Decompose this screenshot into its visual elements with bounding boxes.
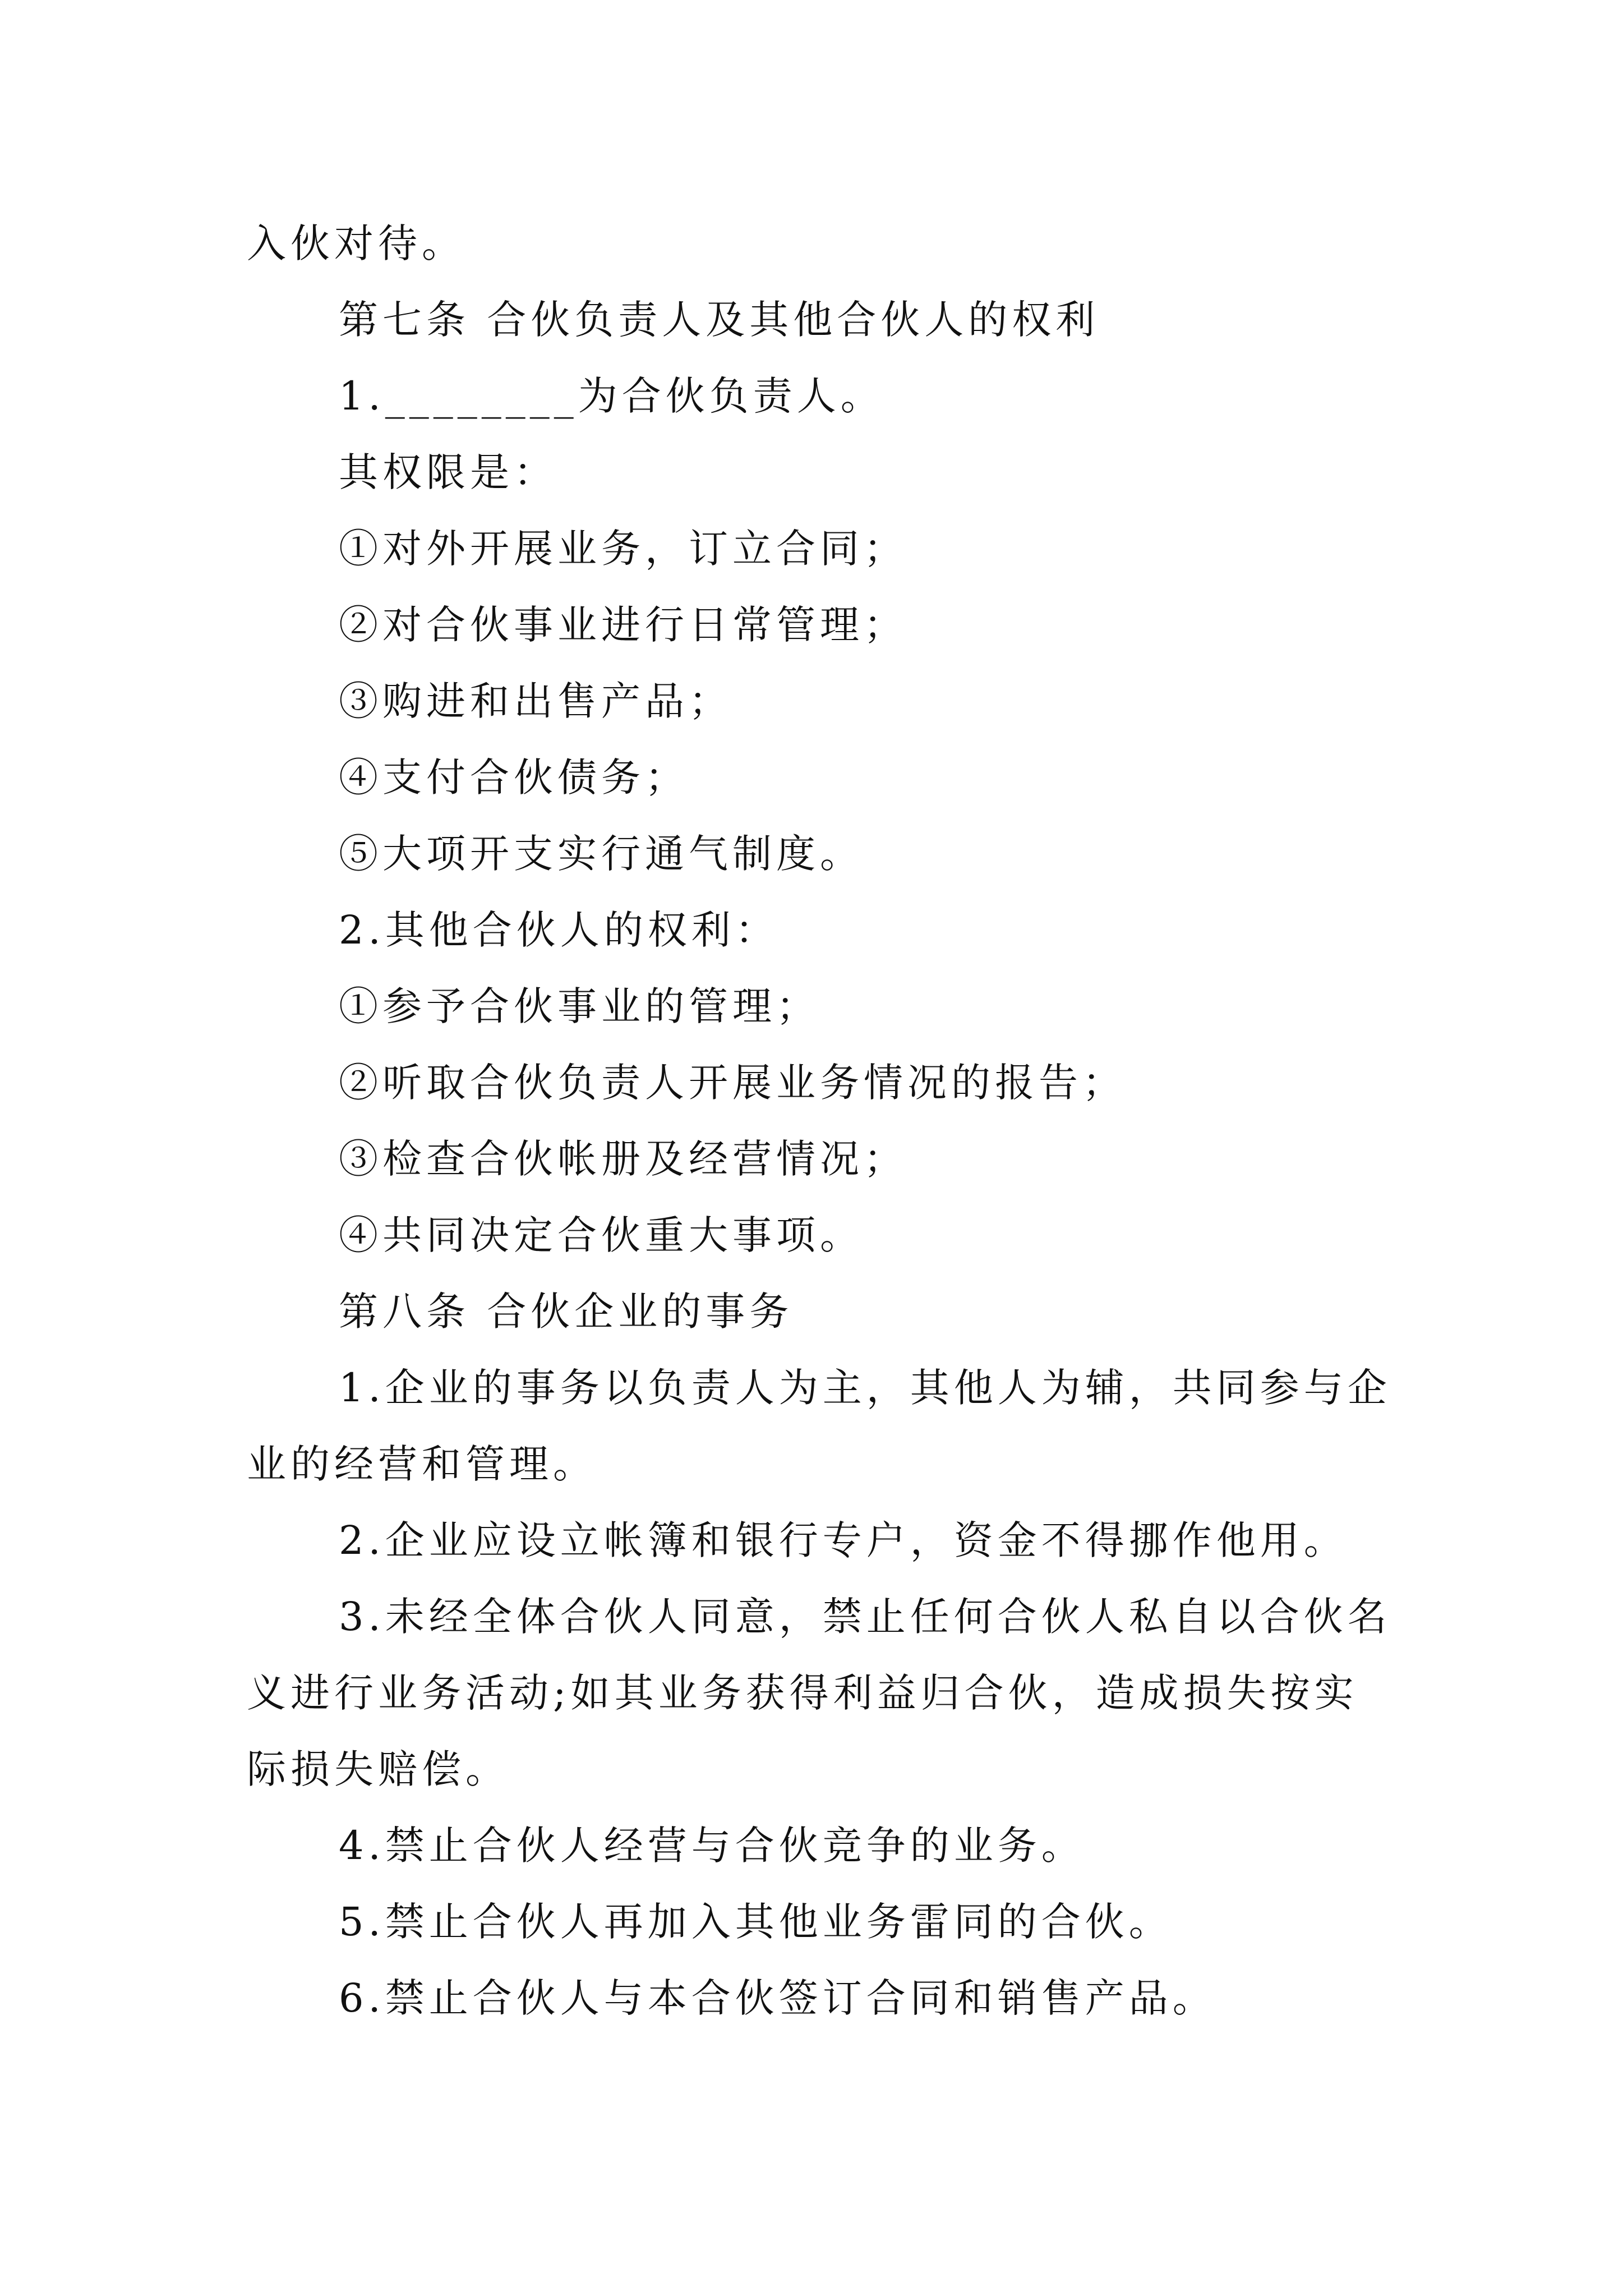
list-item: ①对外开展业务，订立合同； — [339, 526, 907, 572]
list-item: ③购进和出售产品； — [339, 678, 732, 724]
list-item: ③检查合伙帐册及经营情况； — [339, 1136, 907, 1182]
text-line: 入伙对待。 — [247, 220, 465, 266]
text-line: 义进行业务活动;如其业务获得利益归合伙，造成损失按实 — [247, 1670, 1358, 1716]
article-heading: 第七条 合伙负责人及其他合伙人的权利 — [339, 297, 1100, 343]
text-line: 2.其他合伙人的权利： — [339, 907, 779, 953]
text-line: 其权限是： — [339, 449, 557, 495]
text-line: 际损失赔偿。 — [247, 1746, 509, 1792]
text-line: 2.企业应设立帐簿和银行专户，资金不得挪作他用。 — [339, 1517, 1348, 1563]
list-item: ②听取合伙负责人开展业务情况的报告； — [339, 1060, 1126, 1106]
list-item: ④共同决定合伙重大事项。 — [339, 1212, 864, 1258]
list-item: ④支付合伙债务； — [339, 754, 689, 800]
list-item: ⑤大项开支实行通气制度。 — [339, 831, 864, 877]
text-line: 业的经营和管理。 — [247, 1441, 597, 1487]
text-line: 1.________为合伙负责人。 — [339, 373, 884, 419]
text-line: 5.禁止合伙人再加入其他业务雷同的合伙。 — [339, 1899, 1173, 1945]
text-line: 1.企业的事务以负责人为主，其他人为辅，共同参与企 — [339, 1365, 1391, 1411]
article-heading: 第八条 合伙企业的事务 — [339, 1289, 794, 1335]
text-line: 4.禁止合伙人经营与合伙竞争的业务。 — [339, 1823, 1085, 1869]
document-body — [247, 205, 1391, 2036]
text-line: 3.未经全体合伙人同意，禁止任何合伙人私自以合伙名 — [339, 1594, 1391, 1640]
list-item: ②对合伙事业进行日常管理； — [339, 602, 907, 648]
list-item: ①参予合伙事业的管理； — [339, 983, 820, 1029]
text-line: 6.禁止合伙人与本合伙签订合同和销售产品。 — [339, 1975, 1216, 2021]
